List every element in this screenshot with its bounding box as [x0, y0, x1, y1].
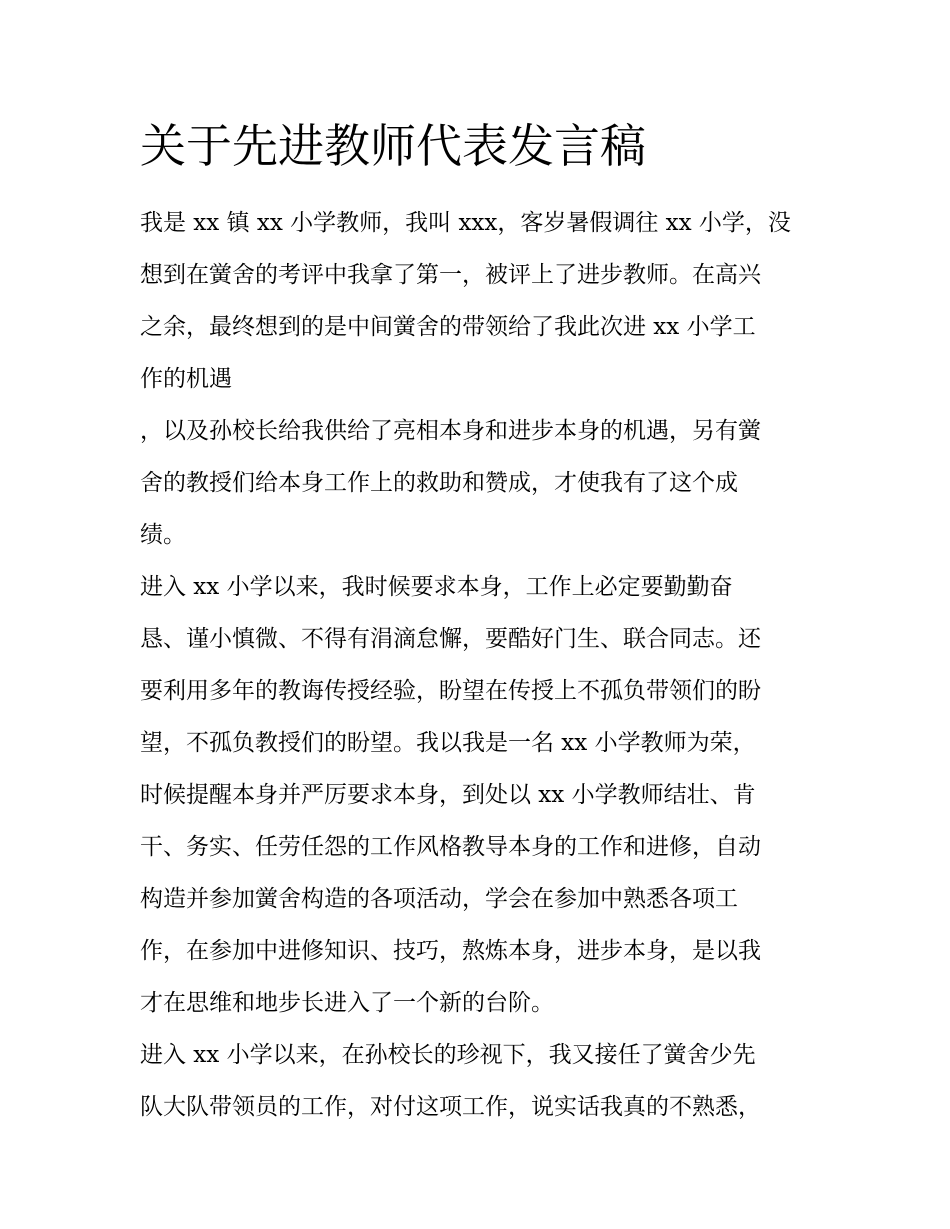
- text-line: 时候提醒本身并严厉要求本身，到处以 xx 小学教师结壮、肯: [140, 782, 756, 808]
- text-line: 构造并参加黉舍构造的各项活动，学会在参加中熟悉各项工: [140, 886, 738, 912]
- text-line: 我是 xx 镇 xx 小学教师，我叫 xxx，客岁暑假调往 xx 小学，没: [140, 210, 791, 236]
- text-line: 才在思维和地步长进入了一个新的台阶。: [140, 990, 554, 1016]
- text-line: 恳、谨小慎微、不得有涓滴怠懈，要酷好门生、联合同志。还: [140, 626, 761, 652]
- text-line: 之余，最终想到的是中间黉舍的带领给了我此次进 xx 小学工: [140, 314, 756, 340]
- text-line: ，以及孙校长给我供给了亮相本身和进步本身的机遇，另有黉: [140, 418, 761, 444]
- text-line: 干、务实、任劳任怨的工作风格教导本身的工作和进修，自动: [140, 834, 761, 860]
- text-line: 作，在参加中进修知识、技巧，熬炼本身，进步本身，是以我: [140, 938, 761, 964]
- document-body: [140, 203, 830, 1139]
- text-line: 望，不孤负教授们的盼望。我以我是一名 xx 小学教师为荣，: [140, 730, 756, 756]
- text-line: 队大队带领员的工作，对付这项工作，说实话我真的不熟悉，: [140, 1094, 761, 1120]
- text-line: 作的机遇: [140, 366, 232, 392]
- text-line: 想到在黉舍的考评中我拿了第一，被评上了进步教师。在高兴: [140, 262, 761, 288]
- text-line: 进入 xx 小学以来，在孙校长的珍视下，我又接任了黉舍少先: [140, 1042, 756, 1068]
- page-title: 关于先进教师代表发言稿: [140, 119, 646, 173]
- text-line: 绩。: [140, 522, 186, 548]
- text-line: 舍的教授们给本身工作上的救助和赞成，才使我有了这个成: [140, 470, 738, 496]
- text-line: 要利用多年的教诲传授经验，盼望在传授上不孤负带领们的盼: [140, 678, 761, 704]
- text-line: 进入 xx 小学以来，我时候要求本身，工作上必定要勤勤奋: [140, 574, 733, 600]
